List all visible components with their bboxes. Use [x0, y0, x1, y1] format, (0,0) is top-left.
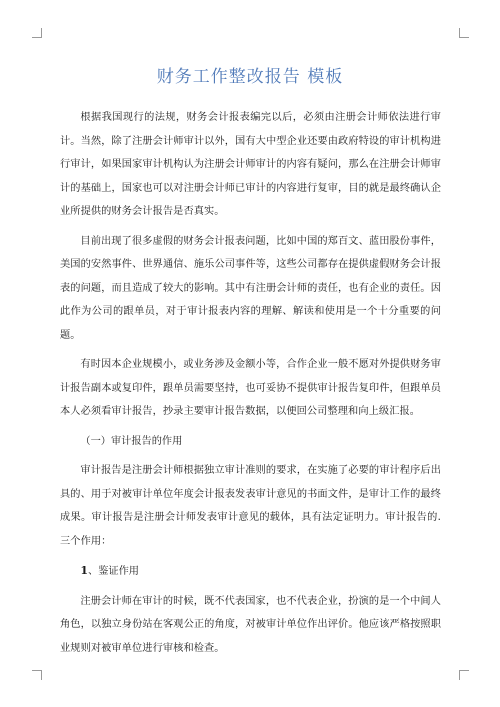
- crop-mark-top-left: [32, 28, 42, 38]
- subsection-number: 1: [80, 564, 89, 577]
- crop-mark-bottom-left: [32, 670, 42, 680]
- subsection-paragraph: 注册会计师在审计的时候，既不代表国家，也不代表企业，扮演的是一个中间人角色，以独立身份站在客观公正的角度，对被审计单位作出评价。他应该严格按照职业规则对被审单位进行审核和检查。: [60, 595, 441, 654]
- section-paragraph: 审计报告是注册会计师根据独立审计准则的要求，在实施了必要的审计程序后出具的、用于对被审计单位年度会计报表发表审计意见的书面文件，是审计工作的最终成果。审计报告是注册会计师发表审计意见的载体，具有法定证明力。审计报告的.三个作用：: [60, 465, 441, 547]
- paragraph-1: 根据我国现行的法规，财务会计报表编完以后，必须由注册会计师依法进行审计。当然，除了注册会计师审计以外，国有大中型企业还要由政府特设的审计机构进行审计，如果国家审计机构认为注册会计师审计的内容有疑问，那么在注册会计师审计的基础上，国家也可以对注册会计师已审计的内容进行复审，目的就是最终确认企业所提供的财务会计报告是否真实。: [60, 112, 441, 217]
- document-body: [60, 106, 441, 666]
- subsection-title: 、鉴证作用: [88, 566, 139, 577]
- section-heading: （一）审计报告的作用: [80, 435, 183, 447]
- paragraph-2: 目前出现了很多虚假的财务会计报表问题，比如中国的郑百文、蓝田股份事件，美国的安然事件、世界通信、施乐公司事件等，这些公司都存在提供虚假财务会计报表的问题，而且造成了较大的影响。其中有注册会计师的责任，也有企业的责任。因此作为公司的跟单员，对于审计报表内容的理解、解读和使用是一个十分重要的问题。: [60, 235, 441, 341]
- crop-mark-top-right: [459, 28, 469, 38]
- document-title: 财务工作整改报告 模板: [156, 67, 344, 87]
- paragraph-3: 有时因本企业规模小，或业务涉及金额小等，合作企业一般不愿对外提供财务审计报告副本或复印件，跟单员需要坚持，也可妥协不提供审计报告复印件，但跟单员本人必须看审计报告，抄录主要审计报告数据，以便回公司整理和向上级汇报。: [60, 359, 441, 417]
- subsection-heading: [60, 559, 441, 584]
- crop-mark-bottom-right: [459, 670, 469, 680]
